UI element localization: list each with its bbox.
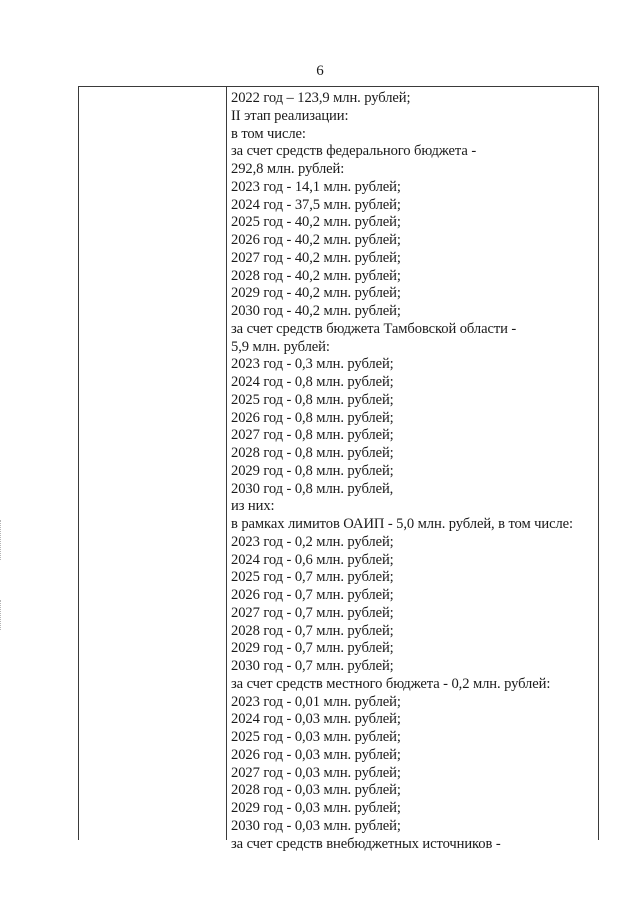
text-line: 2027 год - 40,2 млн. рублей; [231, 249, 401, 266]
text-line: 2027 год - 0,7 млн. рублей; [231, 604, 394, 621]
text-line: за счет средств федерального бюджета - [231, 143, 477, 160]
text-line: в том числе: [231, 125, 306, 142]
text-line: 2029 год - 0,03 млн. рублей; [231, 800, 401, 816]
text-line: 2030 год - 0,03 млн. рублей; [231, 817, 401, 834]
text-line: 2025 год - 0,7 млн. рублей; [231, 569, 394, 586]
text-line: 2024 год - 0,03 млн. рублей; [231, 711, 401, 728]
document-table [78, 86, 599, 852]
text-line: 2024 год - 0,8 млн. рублей; [231, 374, 394, 390]
scan-margin-mark [0, 600, 4, 630]
text-line: 2030 год - 0,8 млн. рублей, [231, 480, 394, 497]
text-line: 2023 год - 0,2 млн. рублей; [231, 533, 394, 550]
text-line: 2024 год - 0,6 млн. рублей; [231, 551, 394, 568]
text-line: 2025 год - 0,8 млн. рублей; [231, 391, 394, 408]
text-line: 2028 год - 40,2 млн. рублей; [231, 267, 401, 284]
text-line: в рамках лимитов ОАИП - 5,0 млн. рублей, в том числе: [231, 516, 574, 532]
page-number: 6 [316, 63, 324, 79]
text-line: 2028 год - 0,8 млн. рублей; [231, 445, 394, 461]
text-line: 2026 год - 0,8 млн. рублей; [231, 409, 394, 426]
text-line: из них: [231, 498, 275, 515]
text-line: за счет средств местного бюджета - 0,2 млн. рублей: [231, 675, 551, 692]
text-line: за счет средств бюджета Тамбовской области - [231, 320, 517, 337]
scan-margin-mark [0, 520, 4, 560]
text-line: 2023 год - 14,1 млн. рублей; [231, 178, 401, 195]
text-line: 2025 год - 40,2 млн. рублей; [231, 214, 401, 231]
text-line: 292,8 млн. рублей: [231, 161, 345, 177]
table-right-cell [231, 90, 597, 853]
text-line: за счет средств внебюджетных источников - [231, 835, 501, 852]
text-line: 2022 год – 123,9 млн. рублей; [231, 90, 411, 106]
text-line: 2025 год - 0,03 млн. рублей; [231, 729, 401, 745]
text-line: 2029 год - 40,2 млн. рублей; [231, 285, 401, 302]
text-line: 2023 год - 0,01 млн. рублей; [231, 693, 401, 710]
text-line: 2023 год - 0,3 млн. рублей; [231, 356, 394, 373]
text-line: 2027 год - 0,03 млн. рублей; [231, 764, 401, 781]
text-line: 2026 год - 40,2 млн. рублей; [231, 232, 401, 248]
text-line: 2029 год - 0,8 млн. рублей; [231, 462, 394, 479]
text-line: 2030 год - 0,7 млн. рублей; [231, 658, 394, 674]
table-left-cell [79, 87, 227, 840]
text-line: 2028 год - 0,03 млн. рублей; [231, 782, 401, 799]
text-line: 5,9 млн. рублей: [231, 338, 330, 355]
text-line: 2026 год - 0,7 млн. рублей; [231, 587, 394, 603]
text-line: 2026 год - 0,03 млн. рублей; [231, 746, 401, 763]
text-line: 2029 год - 0,7 млн. рублей; [231, 640, 394, 657]
text-line: 2028 год - 0,7 млн. рублей; [231, 622, 394, 639]
text-line: 2024 год - 37,5 млн. рублей; [231, 196, 401, 213]
text-line: 2030 год - 40,2 млн. рублей; [231, 303, 401, 319]
text-line: II этап реализации: [231, 107, 349, 124]
text-line: 2027 год - 0,8 млн. рублей; [231, 427, 394, 444]
